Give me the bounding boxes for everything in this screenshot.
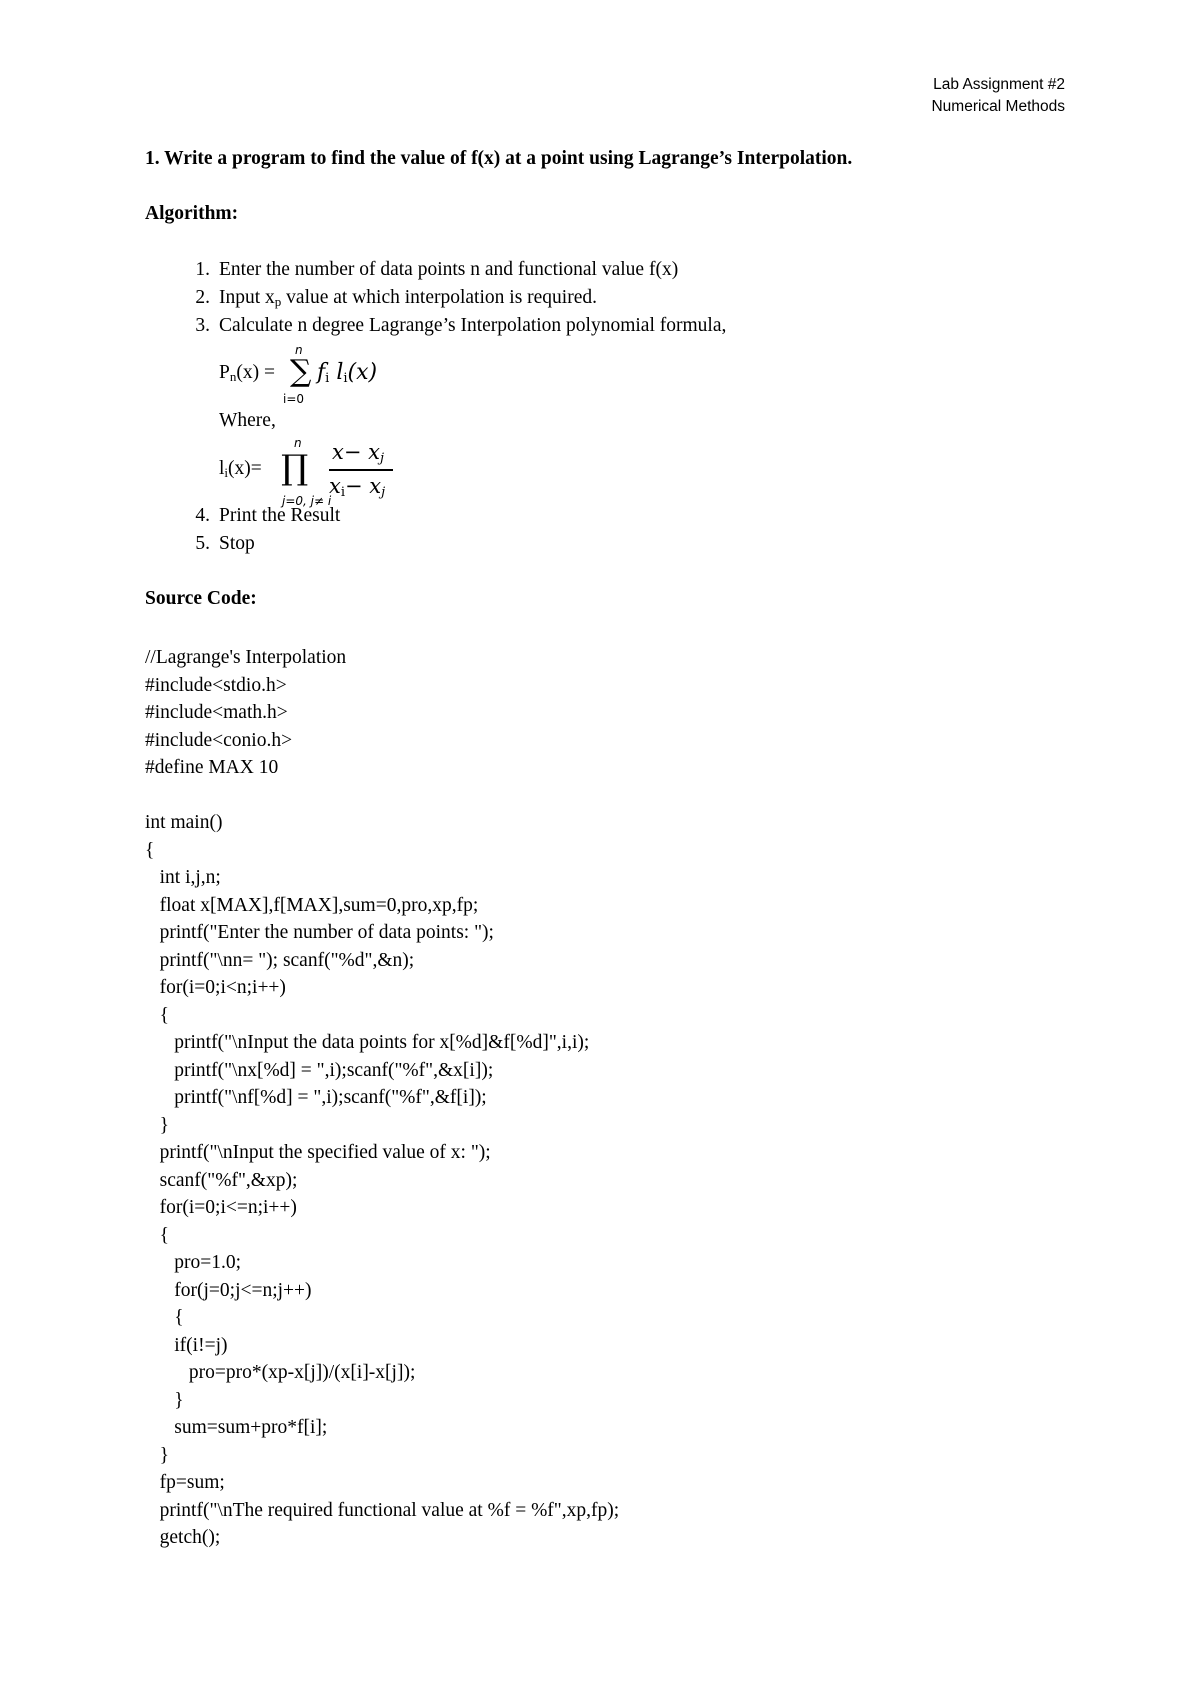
where-text: Where, xyxy=(219,410,276,431)
code-line: { xyxy=(145,1224,169,1246)
code-line: { xyxy=(145,1004,169,1026)
code-line: scanf("%f",&xp); xyxy=(145,1169,298,1191)
formula-lhs: $P_n(x)$ = xyxy=(219,362,275,384)
algorithm-heading: Algorithm: xyxy=(145,203,239,224)
code-line: printf("\nf[%d] = ",i);scanf("%f",&f[i]); xyxy=(145,1087,487,1108)
code-line: #define MAX 10 xyxy=(145,757,279,778)
code-line: pro=1.0; xyxy=(145,1252,242,1273)
header-subject: Numerical Methods xyxy=(931,98,1065,115)
code-line: printf("\nThe required functional value at %f = %f",xp,fp); xyxy=(145,1499,620,1521)
code-line: printf("\nInput the data points for x[%d]&f[%d]",i,i); xyxy=(145,1032,590,1053)
code-line: int i,j,n; xyxy=(145,867,221,888)
code-line: #include<math.h> xyxy=(145,702,288,723)
header-assignment: Lab Assignment #2 xyxy=(933,76,1065,93)
source-code-block xyxy=(145,644,619,1552)
code-line: printf("\nx[%d] = ",i);scanf("%f",&x[i]); xyxy=(145,1059,494,1081)
sum-lower-limit: i=0 xyxy=(283,392,305,406)
code-line: { xyxy=(145,839,155,861)
product-symbol: ∏ xyxy=(281,448,309,488)
fraction-bar xyxy=(329,469,393,471)
code-line: for(i=0;i<=n;i++) xyxy=(145,1197,297,1218)
code-line: float x[MAX],f[MAX],sum=0,pro,xp,fp; xyxy=(145,894,479,916)
formula-lhs: $l_i(x)=$ xyxy=(219,458,262,480)
source-code-heading: Source Code: xyxy=(145,588,257,609)
code-line: } xyxy=(145,1389,184,1411)
code-line: { xyxy=(145,1307,184,1328)
code-line: //Lagrange's Interpolation xyxy=(145,647,347,668)
code-line: printf("\nn= "); scanf("%d",&n); xyxy=(145,949,415,971)
code-line: printf("Enter the number of data points: "); xyxy=(145,922,494,943)
code-line: for(i=0;i<n;i++) xyxy=(145,977,286,998)
product-lower-limit: j=0, j≠ i xyxy=(282,494,332,508)
code-line: for(j=0;j<=n;j++) xyxy=(145,1279,312,1301)
page-header xyxy=(931,74,1065,118)
code-line: int main() xyxy=(145,812,223,833)
fraction-numerator: $x- x_j$ xyxy=(332,440,384,466)
question-title: 1. Write a program to find the value of f(x) at a point using Lagrange’s Interpolation. xyxy=(145,148,853,169)
code-line: sum=sum+pro*f[i]; xyxy=(145,1417,328,1438)
code-line: #include<stdio.h> xyxy=(145,674,287,696)
sigma-symbol: ∑ xyxy=(290,354,312,389)
product-upper-limit: n xyxy=(294,436,302,450)
code-line: printf("\nInput the specified value of x: "); xyxy=(145,1142,491,1163)
code-line: if(i!=j) xyxy=(145,1334,228,1356)
code-line: #include<conio.h> xyxy=(145,729,293,751)
fraction-denominator: $x_i- x_j$ xyxy=(329,474,386,500)
code-line: fp=sum; xyxy=(145,1472,225,1493)
formula-body: $f_i$ $l_i(x)$ xyxy=(317,360,378,386)
code-line: pro=pro*(xp-x[j])/(x[i]-x[j]); xyxy=(145,1362,416,1383)
code-line xyxy=(145,782,619,810)
code-line: getch(); xyxy=(145,1527,221,1548)
code-line: } xyxy=(145,1114,169,1136)
sum-upper-limit: n xyxy=(295,343,303,357)
code-line: } xyxy=(145,1444,169,1466)
